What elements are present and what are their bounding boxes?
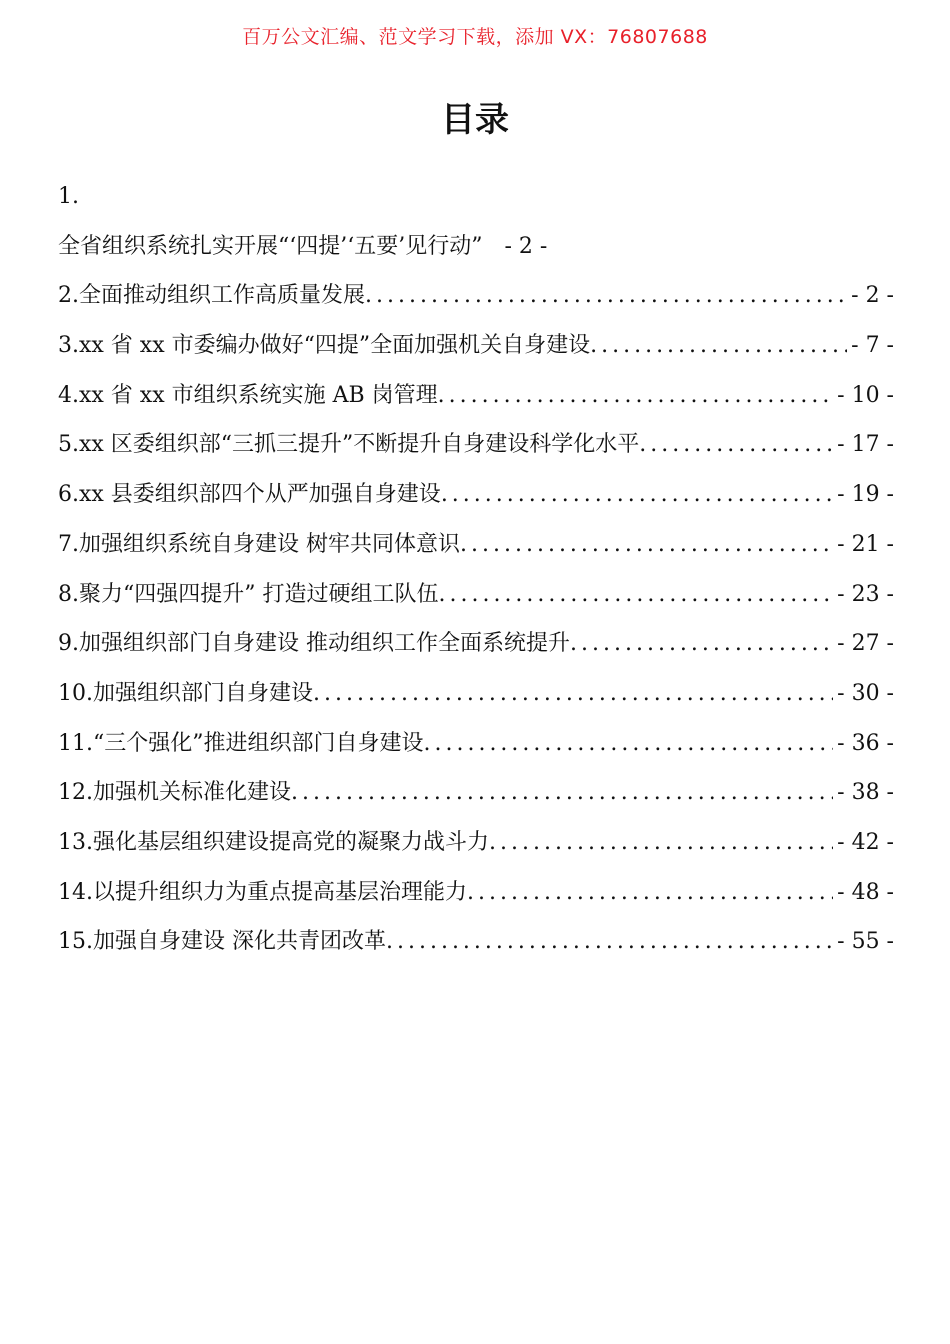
- toc-entry-13[interactable]: [58, 818, 894, 868]
- toc-entry-title: 10.加强组织部门自身建设: [58, 680, 313, 706]
- toc-entry-title: 13.强化基层组织建设提高党的凝聚力战斗力: [58, 829, 489, 855]
- toc-leader-dots: [365, 271, 847, 321]
- toc-entry-page: - 19 -: [837, 482, 894, 508]
- toc-entry-title: 12.加强机关标准化建设: [58, 780, 291, 806]
- toc-leader-dots: [467, 868, 833, 918]
- toc-entry-14[interactable]: [58, 868, 894, 918]
- toc-leader-dots: [639, 420, 833, 470]
- table-of-contents: [58, 172, 894, 967]
- toc-entry-1-number[interactable]: [58, 172, 894, 222]
- toc-entry-page: - 48 -: [837, 879, 894, 905]
- toc-entry-9[interactable]: [58, 619, 894, 669]
- toc-entry-title: 5.xx 区委组织部“三抓三提升”不断提升自身建设科学化水平: [58, 432, 640, 458]
- toc-entry-11[interactable]: [58, 719, 894, 769]
- toc-entry-10[interactable]: [58, 669, 894, 719]
- toc-entry-title: 8.聚力“四强四提升” 打造过硬组工队伍: [58, 581, 439, 607]
- toc-entry-page: - 17 -: [837, 432, 894, 458]
- toc-entry-title: 7.加强组织系统自身建设 树牢共同体意识: [58, 531, 460, 557]
- toc-leader-dots: [441, 470, 833, 520]
- toc-entry-page: - 27 -: [837, 631, 894, 657]
- toc-leader-dots: [460, 520, 833, 570]
- toc-entry-title: 3.xx 省 xx 市委编办做好“四提”全面加强机关自身建设: [58, 333, 591, 359]
- header-banner: 百万公文汇编、范文学习下载，添加 VX：76807688: [242, 26, 708, 48]
- toc-entry-page: - 2 -: [504, 233, 548, 259]
- toc-leader-dots: [489, 818, 833, 868]
- toc-entry-15[interactable]: [58, 917, 894, 967]
- toc-entry-page: - 10 -: [837, 382, 894, 408]
- toc-entry-3[interactable]: [58, 321, 894, 371]
- toc-entry-title: 11.“三个强化”推进组织部门自身建设: [58, 730, 424, 756]
- toc-entry-title: 15.加强自身建设 深化共青团改革: [58, 929, 386, 955]
- toc-leader-dots: [438, 570, 833, 620]
- toc-entry-7[interactable]: [58, 520, 894, 570]
- toc-entry-1[interactable]: [58, 222, 894, 272]
- toc-entry-page: - 38 -: [837, 780, 894, 806]
- toc-entry-2[interactable]: [58, 271, 894, 321]
- toc-entry-5[interactable]: [58, 420, 894, 470]
- toc-entry-4[interactable]: [58, 371, 894, 421]
- toc-leader-dots: [438, 371, 834, 421]
- toc-entry-title: 2.全面推动组织工作高质量发展: [58, 283, 365, 309]
- toc-entry-page: - 2 -: [851, 283, 894, 309]
- toc-leader-dots: [291, 768, 833, 818]
- toc-entry-page: - 23 -: [837, 581, 894, 607]
- toc-entry-12[interactable]: [58, 768, 894, 818]
- toc-entry-title: 4.xx 省 xx 市组织系统实施 AB 岗管理: [58, 382, 438, 408]
- toc-entry-page: - 21 -: [837, 531, 894, 557]
- toc-entry-page: - 36 -: [837, 730, 894, 756]
- toc-entry-page: - 42 -: [837, 829, 894, 855]
- toc-entry-title: 1.: [58, 184, 79, 209]
- toc-leader-dots: [590, 321, 847, 371]
- toc-leader-dots: [313, 669, 833, 719]
- toc-entry-title: 全省组织系统扎实开展“‘四提’‘五要’见行动”: [58, 233, 483, 259]
- toc-entry-title: 14.以提升组织力为重点提高基层治理能力: [58, 879, 467, 905]
- toc-entry-page: - 30 -: [837, 680, 894, 706]
- toc-entry-title: 6.xx 县委组织部四个从严加强自身建设: [58, 482, 441, 508]
- toc-leader-dots: [386, 917, 833, 967]
- toc-leader-dots: [423, 719, 833, 769]
- toc-entry-page: - 7 -: [851, 333, 894, 359]
- page-title: 目录: [441, 100, 509, 140]
- toc-leader-dots: [570, 619, 833, 669]
- toc-entry-8[interactable]: [58, 570, 894, 620]
- toc-entry-title: 9.加强组织部门自身建设 推动组织工作全面系统提升: [58, 631, 570, 657]
- toc-entry-page: - 55 -: [837, 929, 894, 955]
- toc-entry-6[interactable]: [58, 470, 894, 520]
